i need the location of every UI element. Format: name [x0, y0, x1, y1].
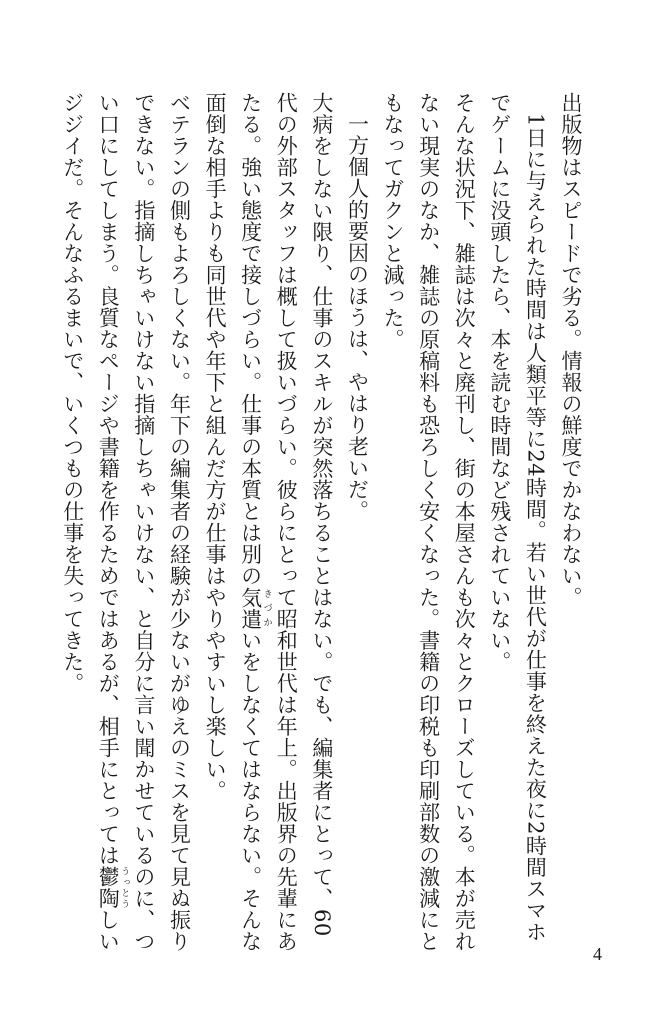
paragraph-4: 一方個人的要因のほうは、やはり老いだ。	[345, 113, 370, 522]
ruby-uttou-reading: うっとう	[119, 866, 130, 909]
ruby-uttou-base: 鬱陶	[96, 866, 121, 909]
ruby-kizukai	[238, 586, 272, 630]
ruby-kizukai-reading: きづか	[261, 586, 272, 630]
body-text	[54, 92, 588, 952]
paragraph-3: そんな状況下、雑誌は次々と廃刊し、街の本屋さんも次々とクローズしている。本が売れない現実のなか、雑誌の原稿料も恐ろしく安くなった。書籍の印税も印刷部数の激減にともなってガクンと減った。	[381, 92, 477, 952]
paragraph-6-part-2: しいジジイだ。そんなふるまいで、いくつもの仕事を失ってきた。	[60, 92, 121, 952]
paragraph-1: 出版物はスピードで劣る。情報の鮮度でかなわない。	[559, 92, 583, 608]
paragraph-6	[54, 92, 196, 952]
paragraph-5	[196, 92, 338, 952]
ruby-uttou	[96, 866, 130, 909]
page-number: 4	[593, 944, 602, 964]
paragraph-5-part-1: 大病をしない限り、仕事のスキルが突然落ちることはない。でも、編集者にとって、60代の外部スタッフは概して扱いづらい。彼らにとって昭和世代は年上。出版界の先輩にあたる。強い態度で接しづらい。仕事の本質とは別の	[238, 92, 334, 952]
paragraph-6-part-1: ベテランの側もよろしくない。年下の編集者の経験が少ないがゆえのミスを見て見ぬ振りできない。指摘しちゃいけない指摘しちゃいけない、と自分に言い聞かせているのに、つい口にしてしまう。良質なページや書籍を作るためではあるが、相手にとっては	[96, 92, 192, 952]
ruby-kizukai-base: 気遣	[238, 586, 263, 630]
paragraph-5-part-2: いをしなくてはならない。そんな面倒な相手よりも同世代や年下と組んだ方が仕事はやりやすいし楽しい。	[203, 92, 263, 952]
paragraph-2: 1日に与えられた時間は人類平等に24時間。若い世代が仕事を終えた夜に2時間スマホでゲームに没頭したら、本を読む時間など残されていない。	[487, 92, 548, 943]
